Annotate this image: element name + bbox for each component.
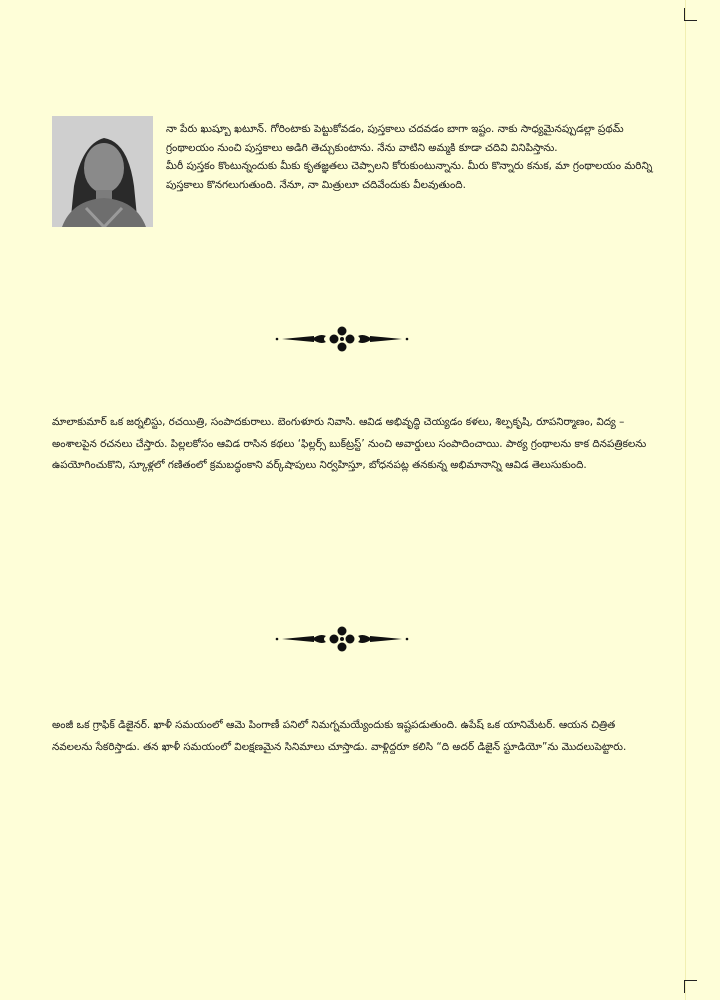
crop-mark-top-right bbox=[684, 8, 697, 21]
illustrator-bio: అంజీ ఒక గ్రాఫిక్ డిజైనర్. ఖాళీ సమయంలో ఆమె పింగాణీ పనిలో నిమగ్నమయ్యేందుకు ఇష్టపడుతుంది. ఉపేష్ ఒక యానిమేటర్. ఆయన చిత్రిత నవలలను సేకరిస్తాడు. తన ఖాళీ సమయంలో విలక్షణమైన సినిమాలు చూస్తాడు. వాళ్లిద్దరూ కలిసి “ది అదర్ డిజైన్ స్టూడియో”ను మొదలుపెట్టారు. bbox=[52, 719, 627, 753]
crop-mark-bottom-right bbox=[684, 980, 697, 993]
author-photo bbox=[52, 116, 153, 227]
student-bio-paragraph-1: నా పేరు ఖుష్బూ ఖటూన్. గోరింటాకు పెట్టుకోవడం, పుస్తకాలు చదవడం బాగా ఇష్టం. నాకు సాధ్యమైనప్పుడల్లా ప్రథమ్ గ్రంథాలయం నుంచి పుస్తకాలు అడిగి తెచ్చుకుంటాను. నేను వాటిని అమ్మకి కూడా చదివి వినిపిస్తాను. bbox=[166, 123, 624, 154]
page-edge-line bbox=[685, 0, 686, 1000]
student-bio-paragraph-2: మీరీ పుస్తకం కొంటున్నందుకు మీకు కృతజ్ఞతలు చెప్పాలని కోరుకుంటున్నాను. మీరు కొన్నారు కనుక, మా గ్రంథాలయం మరిన్ని పుస్తకాలు కొనగలుగుతుంది. నేనూ, నా మిత్రులూ చదివేందుకు వీలవుతుంది. bbox=[166, 160, 653, 191]
fleuron-divider-icon bbox=[274, 325, 410, 353]
author-bio: మాలాకుమార్ ఒక జర్నలిస్టు, రచయిత్రి, సంపాదకురాలు. బెంగుళూరు నివాసి. ఆవిడ అభివృద్ధి చెయ్యడం కళలు, శిల్పకృషి, రూపనిర్మాణం, విద్య – అంశాలపైన రచనలు చేస్తారు. పిల్లలకోసం ఆవిడ రాసిన కథలు ‘ఫిల్లర్స్ బుక్‌ట్రస్ట్’ నుంచి అవార్డులు సంపాదించాయి. పాఠ్య గ్రంథాలను కాక దినపత్రికలను ఉపయోగించుకొని, స్కూళ్లలో గణితంలో క్రమబద్ధంకాని వర్క్‌షాపులు నిర్వహిస్తూ, బోధనపట్ల తనకున్న అభిమానాన్ని ఆవిడ తెలుసుకుంది. bbox=[52, 416, 647, 471]
student-bio bbox=[166, 120, 666, 194]
fleuron-divider-icon bbox=[274, 625, 410, 653]
